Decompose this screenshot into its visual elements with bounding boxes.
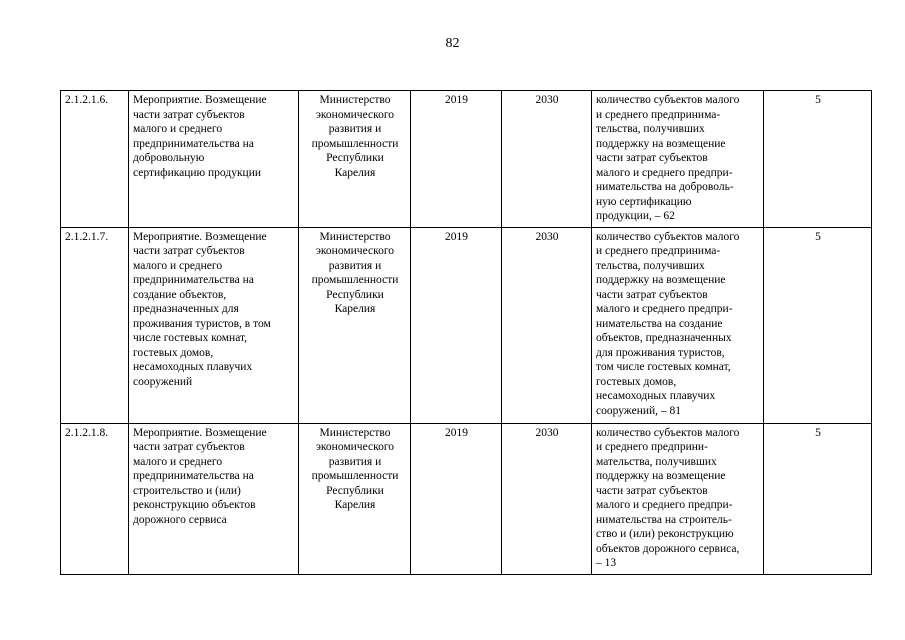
page-number: 82	[445, 36, 460, 51]
measure-name-cell	[129, 91, 299, 228]
table-row	[61, 227, 872, 423]
indicator-text: количество субъектов малого и среднего предприни- мательства, получивших поддержку на возмещение части затрат субъектов малого и среднего предпри- нимательства на строитель- ство и (или) реконструкцию объектов дорожного сервиса, – 13	[596, 426, 740, 569]
measure-name: Мероприятие. Возмещение части затрат субъектов малого и среднего предпринимательства на строительство и (или) реконструкцию объектов дорожного сервиса	[133, 426, 267, 526]
measure-number-cell	[61, 227, 129, 423]
indicator-cell	[592, 423, 764, 574]
value-cell	[764, 423, 872, 574]
end-year-cell	[502, 227, 592, 423]
end-year-cell	[502, 91, 592, 228]
value-text: 5	[815, 426, 821, 439]
value-cell	[764, 227, 872, 423]
table-row	[61, 423, 872, 574]
table-row	[61, 91, 872, 228]
measures-table	[60, 90, 872, 575]
measure-number-cell	[61, 91, 129, 228]
measure-number: 2.1.2.1.7.	[65, 230, 109, 243]
indicator-cell	[592, 227, 764, 423]
measure-number: 2.1.2.1.8.	[65, 426, 109, 439]
end-year-cell	[502, 423, 592, 574]
responsible-org: Министерство экономического развития и промышленности Республики Карелия	[311, 230, 399, 315]
measure-name-cell	[129, 423, 299, 574]
start-year-cell	[411, 423, 502, 574]
indicator-text: количество субъектов малого и среднего предпринима- тельства, получивших поддержку на возмещение части затрат субъектов малого и среднего предпри- нимательства на доброволь- ную сертификацию продукции, – 62	[596, 94, 740, 222]
responsible-org-cell	[299, 91, 411, 228]
value-text: 5	[815, 230, 821, 243]
end-year: 2030	[535, 230, 559, 243]
start-year: 2019	[445, 94, 468, 106]
start-year-cell	[411, 91, 502, 228]
measure-number-cell	[61, 423, 129, 574]
indicator-text: количество субъектов малого и среднего предпринима- тельства, получивших поддержку на возмещение части затрат субъектов малого и среднего предпри- нимательства на создание объектов, предназначенных для проживания туристов, том числе гостевых комнат, гостевых домов, несамоходных плавучих сооружений, – 81	[596, 230, 740, 417]
measure-name: Мероприятие. Возмещение части затрат субъектов малого и среднего предпринимательства на создание объектов, предназначенных для проживания туристов, в том числе гостевых комнат, гостевых домов, несамоходных плавучих сооружений	[133, 230, 271, 388]
measure-name-cell	[129, 227, 299, 423]
responsible-org: Министерство экономического развития и промышленности Республики Карелия	[311, 94, 399, 179]
end-year: 2030	[535, 94, 559, 106]
measure-number: 2.1.2.1.6.	[65, 94, 109, 106]
start-year: 2019	[445, 426, 468, 439]
value-text: 5	[815, 94, 821, 106]
responsible-org: Министерство экономического развития и промышленности Республики Карелия	[311, 426, 399, 511]
responsible-org-cell	[299, 227, 411, 423]
indicator-cell	[592, 91, 764, 228]
value-cell	[764, 91, 872, 228]
measure-name: Мероприятие. Возмещение части затрат субъектов малого и среднего предпринимательства на добровольную сертификацию продукции	[133, 94, 267, 179]
end-year: 2030	[535, 426, 559, 439]
responsible-org-cell	[299, 423, 411, 574]
start-year: 2019	[445, 230, 468, 243]
start-year-cell	[411, 227, 502, 423]
